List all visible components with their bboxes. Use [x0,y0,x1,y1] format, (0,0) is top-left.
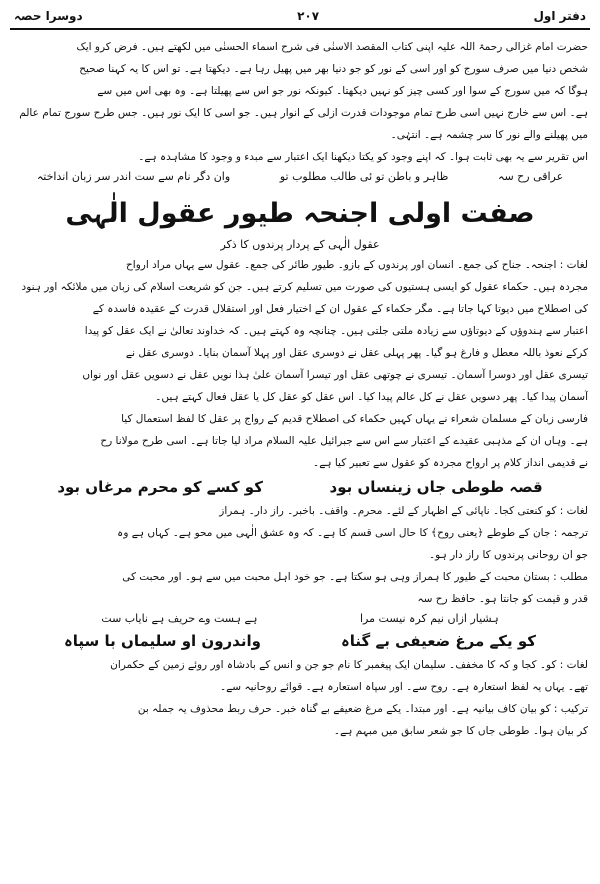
page-header [10,6,590,30]
text-line: نے قدیمی انداز کلام پر ارواح مجردہ کو عقول سے تعبیر کیا ہے۔ [313,457,588,469]
section-subtitle: عقول الٰہی کے پردار پرندوں کا ذکر [220,238,380,251]
intro-paragraph [10,36,590,168]
text-line: مطلب : بستان محبت کے طیور کا ہمراز وہی ہو سکتا ہے۔ جو خود اہل محبت میں سے ہو۔ اور محبت کی [122,571,588,583]
text-line: لغات : کو کنعتی کجا۔ ناپائی کے اظہار کے لئے۔ محرم۔ واقف۔ باخبر۔ راز دار۔ ہمراز [219,505,588,517]
text-line: ہوگا کہ میں سورج کے سوا اور کسی چیز کو نہیں دیکھتا۔ کیونکہ نور جو اس سے پھیلتا ہے۔ وہ بھی اس میں سے [97,85,588,97]
text-line: لغات : کو۔ کجا و کہ کا مخفف۔ سلیمان ایک پیغمبر کا نام جو جن و انس کے بادشاہ اور روئے زمین کے حکمران [110,659,588,671]
hemistich: ظاہر و باطن تو ئی طالب مطلوب تو [279,170,449,183]
persian-couplet-iraqi [10,168,590,186]
page-number: ۲۰۷ [297,9,320,23]
text-line: کرکے نعوذ باللہ معطل و فارغ ہو گیا۔ پھر پہلی عقل نے دوسری عقل اور پہلا آسمان بنایا۔ دوسری عقل نے [125,347,588,359]
text-line: فارسی زبان کے مسلمان شعراء نے یہاں کہیں حکماء کی اصطلاح قدیم کے رواج پر عقل کا لفظ استعمال کیا [121,413,588,425]
hemistich: وان دگر نام سے ست اندر سر زبان انداختہ [36,170,231,183]
text-line: حضرت امام غزالی رحمۃ اللہ علیہ اپنی کتاب المقصد الاسنٰی فی شرح اسماء الحسنٰی میں لکھتے ہیں۔ فرض کرو ایک [76,41,588,53]
text-line: کی اصطلاح میں دیوتا کہا جاتا ہے۔ مگر حکماء کے عقول ان کے اختیار فعل اور استقلال قدرت کے عقیدہ فاسدہ کے [92,303,588,315]
hafiz-couplet [10,610,590,628]
hemistich: ہے ہست وے حریف ہے نایاب ست [101,612,258,625]
text-line: کر بیان ہوا۔ طوطی جاں کا جو شعر سابق میں مبہم ہے۔ [333,725,588,737]
text-line: ہے۔ وہاں ان کے مذہبی عقیدے کے اعتبار سے اس سے جبرائیل علیہ السلام مراد لیا جاتا ہے۔ اسی طرح مولانا رح [100,435,588,447]
text-line: آسمان پیدا کیا۔ پھر دسویں عقل نے کل عالم پیدا کیا۔ اس عقل کو عقل کل یا عقل فعال کہتے ہیں۔ [155,391,588,403]
text-line: شخص دنیا میں صرف سورج کو اور اسی کے نور کو جو دنیا بھر میں پھیل رہا ہے۔ دیکھتا ہے۔ تو اس کا یہ کہنا صحیح [79,63,588,75]
conclusion-line: اس تقریر سے یہ بھی ثابت ہوا۔ کہ اپنے وجود کو یکتا دیکھنا ایک اعتبار سے مبدء و وجود کا مشاہدہ ہے۔ [138,151,588,163]
text-line: تیسری عقل اور دوسرا آسمان۔ تیسری نے چوتھی عقل اور تیسرا آسمان علیٰ ہذا نویں عقل نے دسویں عقل اور نواں [82,369,588,381]
lughat-paragraph-1 [10,254,590,474]
hemistich: ہشیار ازاں نیم کرہ نیست مرا [360,612,499,625]
text-line: تھے۔ یہاں یہ لفظ استعارہ ہے۔ روح سے۔ اور سپاہ استعارہ ہے۔ قوائے روحانیہ سے۔ [220,681,588,693]
lughat-paragraph-3 [10,654,590,742]
hemistich: واندرون او سلیماں با سپاہ [64,632,261,650]
text-line: جو ان روحانی پرندوں کا راز دار ہو۔ [429,549,588,561]
header-book-part: دفتر اول [533,9,586,23]
text-line: میں پھیلنے والے نور کا سر چشمہ ہے۔ انتہٰی۔ [390,129,588,141]
text-line: مجردہ ہیں۔ حکماء عقول کو ایسی ہستیوں کی صورت میں تسلیم کرتے ہیں۔ جن کو شریعت اسلام کی زبان میں ملائکہ اور ہنود [21,281,588,293]
text-line: ترکیب : کو بیان کاف بیانیہ ہے۔ اور مبتدا۔ یکے مرغ ضعیفے بے گناہ خبر۔ حرف ربط محذوف یہ جملہ بن [137,703,588,715]
text-line: ترجمہ : جان کے طوطے ﴿یعنی روح﴾ کا حال اسی قسم کا ہے۔ کہ وہ عشق الٰہی میں محو ہے۔ کہاں ہے وہ [117,527,588,539]
masnavi-couplet-2 [10,628,590,654]
section-title: صفت اولی اجنحہ طیور عقول الٰہی [65,198,535,229]
hemistich: کو کسے کو محرم مرغاں بود [57,478,263,496]
lughat-paragraph-2 [10,500,590,610]
hemistich: قصہ طوطی جاں زینساں بود [329,478,543,496]
text-line: لغات : اجنحہ۔ جناح کی جمع۔ انسان اور پرندوں کے بازو۔ طیور طائر کی جمع۔ عقول سے یہاں مراد ارواح [126,259,588,271]
header-volume: دوسرا حصہ [14,9,83,23]
poet-attribution: عراقی رح سہ [498,170,564,183]
text-line: ہے۔ اس سے خارج نہیں اسی طرح تمام موجودات قدرت ازلی کے انوار ہیں۔ جو اسی کا ایک نور ہیں۔ جس طرح سورج تمام عالم [19,107,588,119]
text-line: اعتبار سے ہندوؤں کے دیوتاؤں سے زیادہ ملتی جلتی ہیں۔ چنانچہ وہ کہتے ہیں۔ کہ خداوند تعالیٰ نے ایک عقل کو پیدا [84,325,588,337]
hemistich: کو یکے مرغ ضعیفی بے گناہ [340,632,536,650]
masnavi-couplet-1 [10,474,590,500]
text-line: قدر و قیمت کو جانتا ہو۔ حافظ رح سہ [417,593,588,605]
